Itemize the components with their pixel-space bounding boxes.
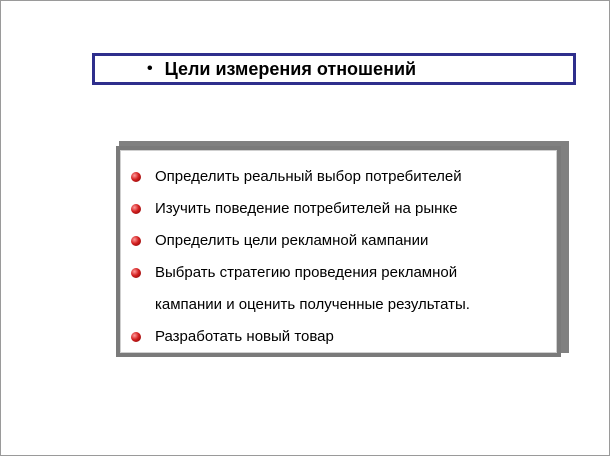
slide-title: Цели измерения отношений	[164, 58, 417, 79]
goal-item-3	[121, 225, 556, 257]
goal-text: Выбрать стратегию проведения рекламной кампании и оценить полученные результаты.	[155, 264, 470, 313]
goal-text: Разработать новый товар	[155, 328, 334, 345]
slide-title-box	[92, 53, 576, 85]
red-ball-bullet-icon	[131, 172, 141, 182]
red-ball-bullet-icon	[131, 268, 141, 278]
goal-item-2	[121, 193, 556, 225]
title-bullet: •	[147, 60, 153, 77]
red-ball-bullet-icon	[131, 332, 141, 342]
goals-panel-inner	[120, 150, 557, 353]
goal-text: Определить реальный выбор потребителей	[155, 168, 462, 185]
red-ball-bullet-icon	[131, 236, 141, 246]
goal-item-1	[121, 161, 556, 193]
goal-item-4	[121, 257, 556, 321]
red-ball-bullet-icon	[131, 204, 141, 214]
goal-item-5	[121, 321, 556, 353]
goals-panel	[116, 146, 561, 357]
goal-text: Определить цели рекламной кампании	[155, 232, 429, 249]
goals-list	[121, 161, 556, 353]
goal-text: Изучить поведение потребителей на рынке	[155, 200, 458, 217]
